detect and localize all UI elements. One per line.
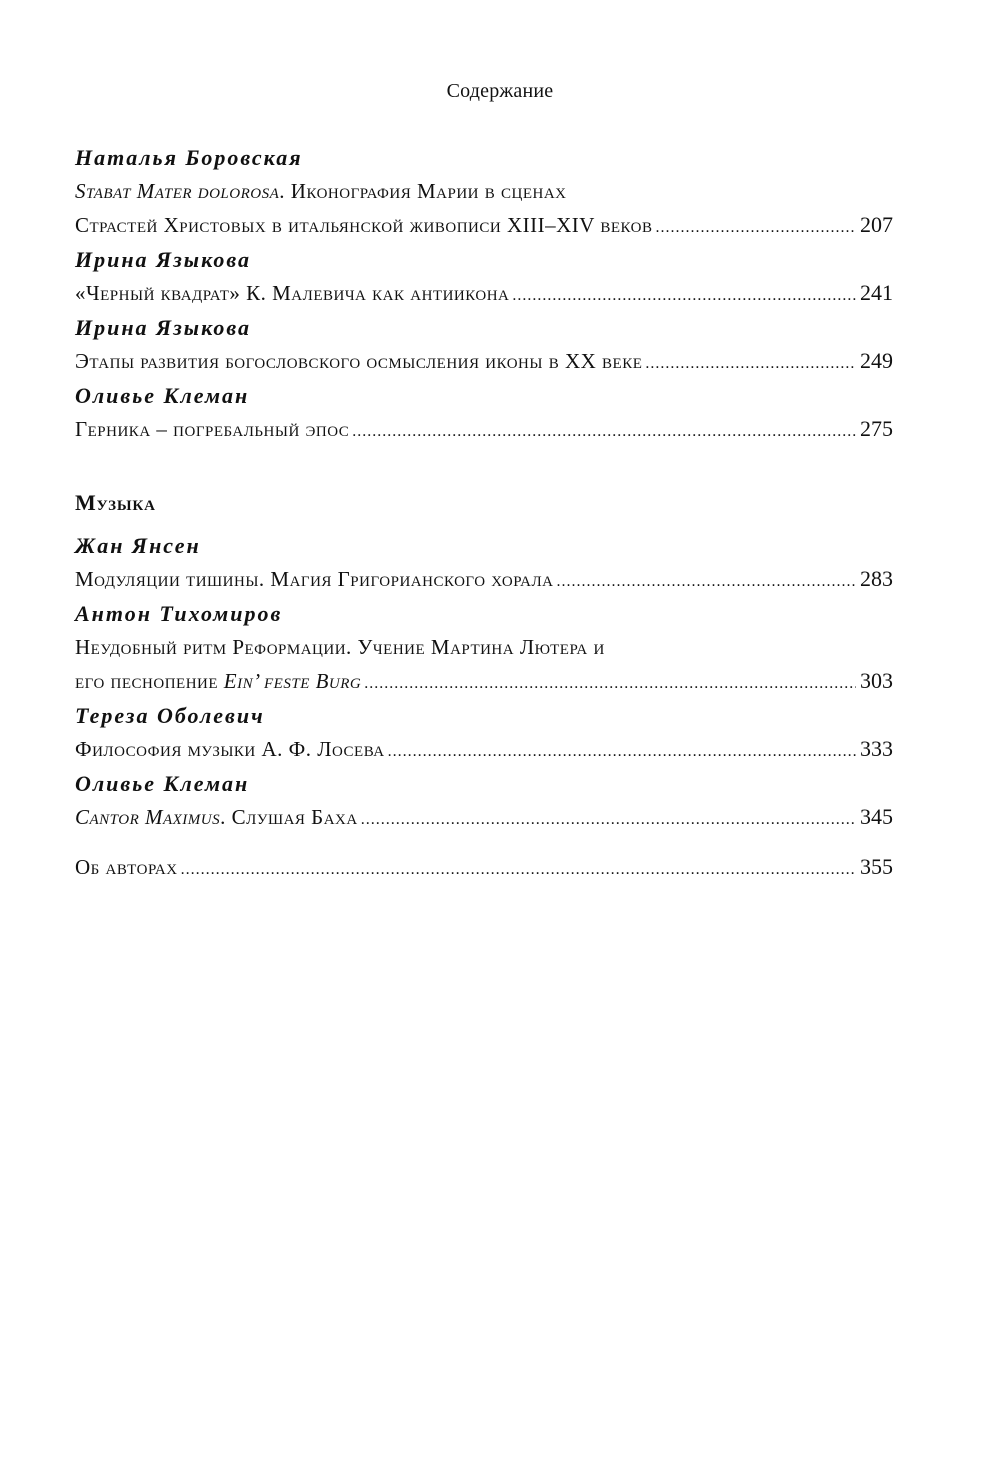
entry-title-line	[75, 174, 893, 208]
entry-page-number: 345	[860, 804, 893, 829]
entry-title-text: Страстей Христовых в итальянской живописи XIII–XIV веков	[75, 213, 653, 237]
entry-title-text: Этапы развития богословского осмысления иконы в XX веке	[75, 349, 643, 373]
entry-title-line	[75, 344, 893, 378]
entry-page-number: 303	[860, 668, 893, 693]
entry-title-line	[75, 664, 893, 698]
entry-title-line	[75, 412, 893, 446]
entry-page-number: 275	[860, 416, 893, 441]
entry-author: Ирина Языкова	[75, 315, 252, 340]
entry-title-text: Философия музыки А. Ф. Лосева	[75, 737, 385, 761]
entry-title-line: Неудобный ритм Реформации. Учение Мартина Лютера и	[75, 635, 605, 659]
toc-entry[interactable]	[75, 380, 893, 446]
entry-title-text: Модуляции тишины. Магия Григорианского хорала	[75, 567, 554, 591]
toc-entry-about-authors[interactable]	[75, 850, 893, 884]
entry-author: Оливье Клеман	[75, 383, 250, 408]
entry-title-italic: Cantor Maximus	[75, 805, 221, 829]
dot-leader	[388, 735, 856, 769]
toc-entry[interactable]	[75, 598, 893, 698]
entry-page-number: 249	[860, 348, 893, 373]
entry-title-line	[75, 562, 893, 596]
toc-entry[interactable]	[75, 312, 893, 378]
entry-author: Ирина Языкова	[75, 247, 252, 272]
entry-page-number: 207	[860, 212, 893, 237]
entry-title-italic: Stabat Mater dolorosa	[75, 179, 280, 203]
toc-entry[interactable]	[75, 530, 893, 596]
dot-leader	[556, 565, 856, 599]
entry-page-number: 241	[860, 280, 893, 305]
entry-title-text	[75, 664, 361, 698]
entry-author: Жан Янсен	[75, 533, 201, 558]
table-of-contents	[75, 142, 893, 886]
entry-page-number: 333	[860, 736, 893, 761]
entry-title-text: «Черный квадрат» К. Малевича как антиикона	[75, 281, 510, 305]
section-heading-music: Музыка	[75, 490, 156, 515]
entry-author: Антон Тихомиров	[75, 601, 283, 626]
dot-leader	[655, 211, 856, 245]
entry-author: Тереза Оболевич	[75, 703, 265, 728]
dot-leader	[645, 347, 856, 381]
entry-title-line	[75, 800, 893, 834]
toc-entry[interactable]	[75, 768, 893, 834]
entry-title-line	[75, 732, 893, 766]
toc-entry[interactable]	[75, 700, 893, 766]
entry-title-prefix: его песнопение	[75, 669, 224, 693]
entry-title-italic: Ein’ feste Burg	[223, 669, 362, 693]
dot-leader	[364, 667, 856, 701]
entry-title-line	[75, 208, 893, 242]
dot-leader	[181, 853, 856, 887]
entry-title-text	[75, 800, 358, 834]
entry-title-text: Герника – погребальный эпос	[75, 417, 350, 441]
entry-page-number: 355	[860, 854, 893, 879]
entry-author: Наталья Боровская	[75, 145, 303, 170]
entry-author: Оливье Клеман	[75, 771, 250, 796]
running-head: Содержание	[446, 80, 554, 102]
toc-entry[interactable]	[75, 142, 893, 242]
toc-entry[interactable]	[75, 244, 893, 310]
dot-leader	[352, 415, 856, 449]
entry-title-text: . Иконография Марии в сценах	[279, 179, 567, 203]
entry-title-text: Об авторах	[75, 855, 178, 879]
entry-title-rest: . Слушая Баха	[220, 805, 358, 829]
entry-page-number: 283	[860, 566, 893, 591]
entry-title-line	[75, 276, 893, 310]
entry-title-line	[75, 850, 893, 884]
dot-leader	[361, 803, 856, 837]
dot-leader	[512, 279, 856, 313]
